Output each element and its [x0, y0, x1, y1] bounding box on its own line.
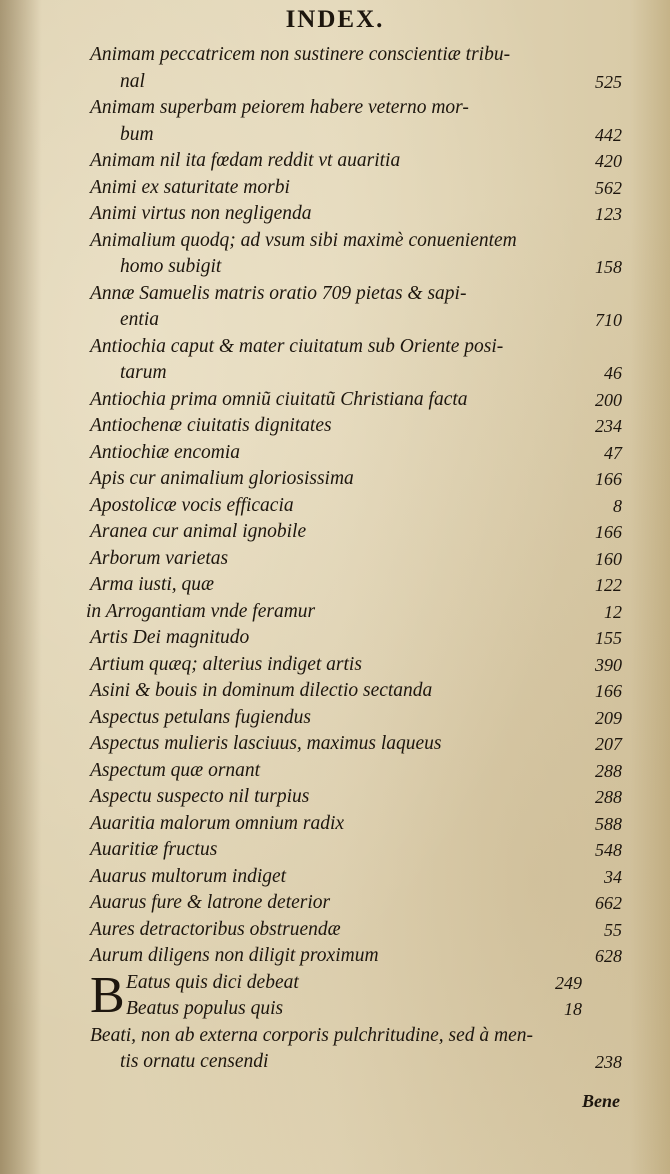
- index-entry: [90, 864, 622, 891]
- entry-line: Artium quæq; alterius indiget artis: [90, 653, 362, 675]
- page-number: 390: [595, 654, 622, 675]
- entry-continuation: tis ornatu censendi: [120, 1051, 269, 1072]
- index-entry: [90, 625, 622, 652]
- entry-line: Aspectu suspecto nil turpius: [90, 786, 310, 807]
- entry-line: Animam superbam peiorem habere veterno mor-: [90, 97, 469, 118]
- entry-line: Aspectus mulieris lasciuus, maximus laqueus: [90, 733, 442, 754]
- b-entries: [126, 970, 582, 1023]
- entry-line: Auarus fure & latrone deterior: [90, 892, 331, 913]
- entry-continuation: nal: [120, 70, 145, 92]
- entry-text: [90, 95, 582, 148]
- entry-text: [90, 813, 344, 834]
- index-entry: [90, 572, 622, 599]
- page-number: 710: [595, 310, 622, 330]
- page-number: 525: [595, 71, 622, 92]
- index-entry: [90, 811, 622, 838]
- entry-line: Antiochia prima omniũ ciuitatũ Christiana facta: [90, 388, 468, 410]
- entry-text: [90, 228, 582, 281]
- binding-shadow: [0, 0, 42, 1174]
- entry-line: Antiochenæ ciuitatis dignitates: [90, 415, 332, 436]
- dropcap-letter: B: [90, 966, 125, 1024]
- page-number: 122: [595, 575, 622, 595]
- index-entry: [90, 837, 622, 864]
- index-entry: [90, 466, 622, 493]
- entry-text: [90, 468, 354, 489]
- index-entries: [86, 42, 622, 1076]
- index-entry: [90, 678, 622, 705]
- entry-text: [90, 945, 379, 966]
- index-entry: [90, 758, 622, 785]
- entry-line: Auaritiæ fructus: [90, 839, 218, 860]
- page-number: 12: [604, 601, 622, 622]
- page-number: 662: [595, 893, 622, 913]
- entry-line: Beati, non ab externa corporis pulchritudine, sed à men-: [90, 1024, 534, 1046]
- page-number: 55: [604, 919, 622, 940]
- index-entry: [90, 440, 622, 467]
- catchword: Bene: [582, 1091, 620, 1111]
- page-number: 200: [595, 389, 622, 410]
- entry-text: [90, 760, 260, 781]
- entry-text: [90, 733, 442, 754]
- page-number: 420: [595, 151, 622, 171]
- entry-text: [90, 442, 240, 463]
- entry-continuation: entia: [120, 309, 159, 330]
- index-entry: [90, 917, 622, 944]
- page-number: 166: [595, 469, 622, 489]
- index-entry: [126, 996, 582, 1023]
- entry-text: [90, 521, 306, 542]
- page-number: 288: [595, 760, 622, 781]
- entry-text: [90, 42, 582, 95]
- entry-line: Annæ Samuelis matris oratio 709 pietas & sapi-: [90, 282, 467, 304]
- entry-line: Antiochia caput & mater ciuitatum sub Oriente posi-: [90, 335, 504, 357]
- entry-line: Animam peccatricem non sustinere conscientiæ tribu-: [90, 44, 511, 65]
- entry-text: [90, 839, 217, 860]
- index-entry: [90, 175, 622, 202]
- entry-line: Beatus populus quis: [126, 998, 284, 1019]
- index-entry: [90, 493, 622, 520]
- entry-text: [90, 548, 228, 569]
- page-number: 628: [595, 946, 622, 966]
- entry-line: Apostolicæ vocis efficacia: [90, 494, 294, 516]
- entry-text: [90, 177, 290, 198]
- page-number: 207: [595, 734, 622, 754]
- page-number: 123: [595, 204, 622, 224]
- entry-line: Auarus multorum indiget: [90, 865, 287, 887]
- entry-continuation: tarum: [120, 362, 167, 383]
- index-entry: [90, 519, 622, 546]
- index-entry: [90, 652, 622, 679]
- entry-line: Animam nil ita fœdam reddit vt auaritia: [90, 150, 401, 171]
- page-number: 249: [555, 972, 582, 993]
- entry-line: Animi ex saturitate morbi: [90, 176, 290, 198]
- entry-text: [90, 389, 468, 410]
- entry-line: in Arrogantiam vnde feramur: [86, 600, 316, 622]
- page-number: 166: [595, 522, 622, 542]
- entry-line: Aures detractoribus obstruendæ: [90, 918, 341, 940]
- index-entry: [90, 731, 622, 758]
- page-number: 588: [595, 813, 622, 834]
- index-entry: [90, 784, 622, 811]
- entry-line: Arma iusti, quæ: [90, 574, 215, 595]
- page-number: 209: [595, 707, 622, 728]
- entry-line: Apis cur animalium gloriosissima: [90, 468, 354, 489]
- b-section: [90, 966, 622, 1024]
- page-number: 34: [604, 866, 622, 887]
- page-number: 166: [595, 681, 622, 701]
- index-entry: [86, 599, 622, 626]
- entry-text: [126, 998, 283, 1019]
- entry-text: [90, 866, 286, 887]
- entry-text: [126, 972, 299, 993]
- index-entry: [90, 228, 622, 281]
- page-number: 548: [595, 840, 622, 860]
- entry-text: [90, 786, 309, 807]
- page-number: 8: [613, 495, 622, 516]
- entry-text: [90, 150, 400, 171]
- entry-text: [90, 203, 312, 224]
- entry-text: [90, 627, 249, 648]
- entry-line: Aranea cur animal ignobile: [90, 521, 307, 542]
- page-number: 238: [595, 1052, 622, 1072]
- index-entry: [90, 334, 622, 387]
- index-entry: [90, 281, 622, 334]
- index-entry: [90, 546, 622, 573]
- index-entry: [90, 387, 622, 414]
- index-entry: [90, 95, 622, 148]
- index-entry: [90, 148, 622, 175]
- entry-line: Animalium quodq; ad vsum sibi maximè conuenientem: [90, 229, 517, 251]
- index-entry: [126, 970, 582, 997]
- page-number: 562: [595, 177, 622, 198]
- entry-text: [90, 919, 341, 940]
- page-number: 18: [564, 999, 582, 1019]
- entry-text: [90, 892, 330, 913]
- entry-line: Aspectum quæ ornant: [90, 759, 261, 781]
- entry-text: [90, 680, 432, 701]
- index-entry: [90, 42, 622, 95]
- page-number: 234: [595, 416, 622, 436]
- page-number: 288: [595, 787, 622, 807]
- entry-line: Auaritia malorum omnium radix: [90, 812, 345, 834]
- entry-text: [86, 601, 315, 622]
- index-entry: [90, 943, 622, 970]
- entry-text: [90, 654, 362, 675]
- page-number: 155: [595, 628, 622, 648]
- entry-text: [90, 281, 582, 334]
- entry-line: Aspectus petulans fugiendus: [90, 706, 311, 728]
- entry-text: [90, 574, 214, 595]
- index-entry: [90, 413, 622, 440]
- page-number: 158: [595, 257, 622, 277]
- page-number: 46: [604, 363, 622, 383]
- entry-continuation: bum: [120, 123, 154, 145]
- index-entry: [90, 1023, 622, 1076]
- entry-line: Asini & bouis in dominum dilectio sectanda: [90, 680, 433, 701]
- entry-line: Aurum diligens non diligit proximum: [90, 945, 379, 966]
- a-section: [86, 42, 622, 970]
- page-number: 160: [595, 548, 622, 569]
- entry-text: [90, 415, 332, 436]
- page-number: 47: [604, 442, 622, 463]
- entry-text: [90, 1023, 582, 1076]
- entry-line: Arborum varietas: [90, 547, 229, 569]
- entry-line: Eatus quis dici debeat: [126, 971, 299, 993]
- index-entry: [90, 201, 622, 228]
- entry-text: [90, 334, 582, 387]
- page-number: 442: [595, 124, 622, 145]
- entry-line: Antiochiæ encomia: [90, 441, 241, 463]
- index-entry: [90, 890, 622, 917]
- index-entry: [90, 705, 622, 732]
- entry-continuation: homo subigit: [120, 256, 222, 277]
- final-entry-container: [90, 1023, 622, 1076]
- entry-line: Artis Dei magnitudo: [90, 627, 250, 648]
- page-header: INDEX.: [285, 6, 385, 33]
- entry-text: [90, 707, 311, 728]
- entry-line: Animi virtus non negligenda: [90, 203, 312, 224]
- entry-text: [90, 495, 294, 516]
